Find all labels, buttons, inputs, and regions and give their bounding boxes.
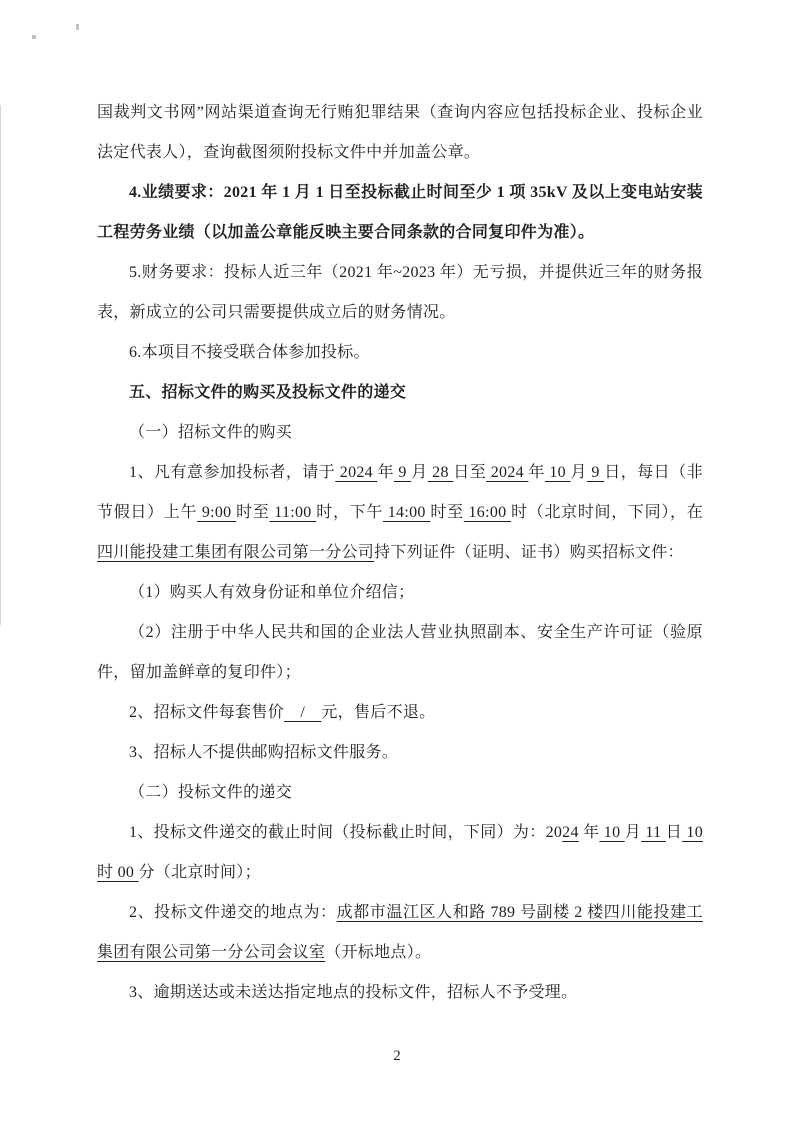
text-run: 2、投标文件递交的地点为： (129, 904, 337, 921)
filled-blank-text: 2024 (486, 464, 529, 481)
text-run: （开标地点）。 (325, 944, 432, 961)
heading-section5 (97, 373, 703, 413)
filled-blank-text: 24 (562, 824, 579, 841)
text-run: （1）购买人有效身份证和单位介绍信； (129, 584, 415, 601)
filled-blank-text: 14:00 (383, 504, 431, 521)
para-submission-1-deadline (97, 813, 703, 893)
text-run: （二）投标文件的递交 (129, 784, 293, 801)
text-run: 时（北京时间，下同），在 (511, 504, 703, 521)
para-submission-2-location (97, 893, 703, 973)
filled-blank-text: 2024 (335, 464, 378, 481)
page-number: 2 (393, 1048, 401, 1064)
text-run: 时至 (236, 504, 270, 521)
text-run: 日 (665, 824, 683, 841)
text-run: 3、逾期送达或未送达指定地点的投标文件，招标人不予受理。 (129, 984, 578, 1001)
filled-blank-text: 9:00 (197, 504, 237, 521)
filled-blank-text: 9 (393, 464, 412, 481)
text-run: 持下列证件（证明、证书）购买招标文件： (374, 544, 684, 561)
text-run: 五、招标文件的购买及投标文件的递交 (129, 384, 407, 401)
filled-blank-text: 28 (427, 464, 454, 481)
document-body (97, 93, 703, 1013)
text-run: 国裁判文书网”网站渠道查询无行贿犯罪结果（查询内容应包括投标企业、投标企业法定代表人），查询截图须附投标文件中并加盖公章。 (97, 104, 703, 161)
filled-blank-text: 四川能投建工集团有限公司第一分公司 (97, 544, 375, 561)
filled-blank-text: 成都市温江区人和路 789 号副楼 2 楼四川能投建工集团有限公司第一分公司会议室 (97, 904, 703, 961)
text-run: 2、招标文件每套售价 (129, 704, 285, 721)
filled-blank-text: 16:00 (463, 504, 512, 521)
text-run: 日，每日（非节假日）上午 (97, 464, 703, 521)
text-run: 时至 (430, 504, 464, 521)
filled-blank-text: 11:00 (269, 504, 317, 521)
para-purchase-1 (97, 453, 703, 573)
scan-edge-artifact (0, 105, 1, 625)
text-run: （2）注册于中华人民共和国的企业法人营业执照副本、安全生产许可证（验原件，留加盖鲜章的复印件）； (97, 624, 703, 681)
filled-blank-text: / (284, 704, 322, 721)
text-run: 3、招标人不提供邮购招标文件服务。 (129, 744, 399, 761)
text-run: 年 (578, 824, 600, 841)
text-run: 6.本项目不接受联合体参加投标。 (129, 344, 370, 361)
text-run: 4.业绩要求：2021 年 1 月 1 日至投标截止时间至少 1 项 35kV 及以上变电站安装工程劳务业绩（以加盖公章能反映主要合同条款的合同复印件为准）。 (97, 184, 703, 241)
para-item5-financial-requirement (97, 253, 703, 333)
text-run: 分（北京时间）； (138, 864, 261, 881)
filled-blank-text: 10 (599, 824, 625, 841)
para-bribery-query (97, 93, 703, 173)
para-purchase-2-price (97, 693, 703, 733)
text-run: （一）招标文件的购买 (129, 424, 293, 441)
para-purchase-cert2 (97, 613, 703, 693)
filled-blank-text: 9 (586, 464, 605, 481)
text-run: 年 (377, 464, 394, 481)
filled-blank-text: 10 (544, 464, 571, 481)
text-run: 月 (570, 464, 587, 481)
text-run: 月 (411, 464, 428, 481)
heading-sub1-purchase (97, 413, 703, 453)
para-submission-3-late (97, 973, 703, 1013)
text-run: 5.财务要求：投标人近三年（2021 年~2023 年）无亏损，并提供近三年的财务报表，新成立的公司只需要提供成立后的财务情况。 (97, 264, 703, 321)
scan-artifact (76, 24, 79, 30)
heading-sub2-submission (97, 773, 703, 813)
filled-blank-text: 10时 00 (97, 824, 704, 881)
para-purchase-cert1 (97, 573, 703, 613)
text-run: 1、投标文件递交的截止时间（投标截止时间，下同）为：20 (129, 824, 563, 841)
text-run: 月 (624, 824, 642, 841)
scan-artifact (32, 35, 36, 39)
para-item6-no-consortium (97, 333, 703, 373)
text-run: 时，下午 (316, 504, 384, 521)
text-run: 元，售后不退。 (321, 704, 436, 721)
filled-blank-text: 11 (641, 824, 666, 841)
para-purchase-3-no-mail (97, 733, 703, 773)
text-run: 1、凡有意参加投标者，请于 (129, 464, 336, 481)
text-run: 年 (528, 464, 545, 481)
para-item4-performance-requirement (97, 173, 703, 253)
text-run: 日至 (453, 464, 487, 481)
